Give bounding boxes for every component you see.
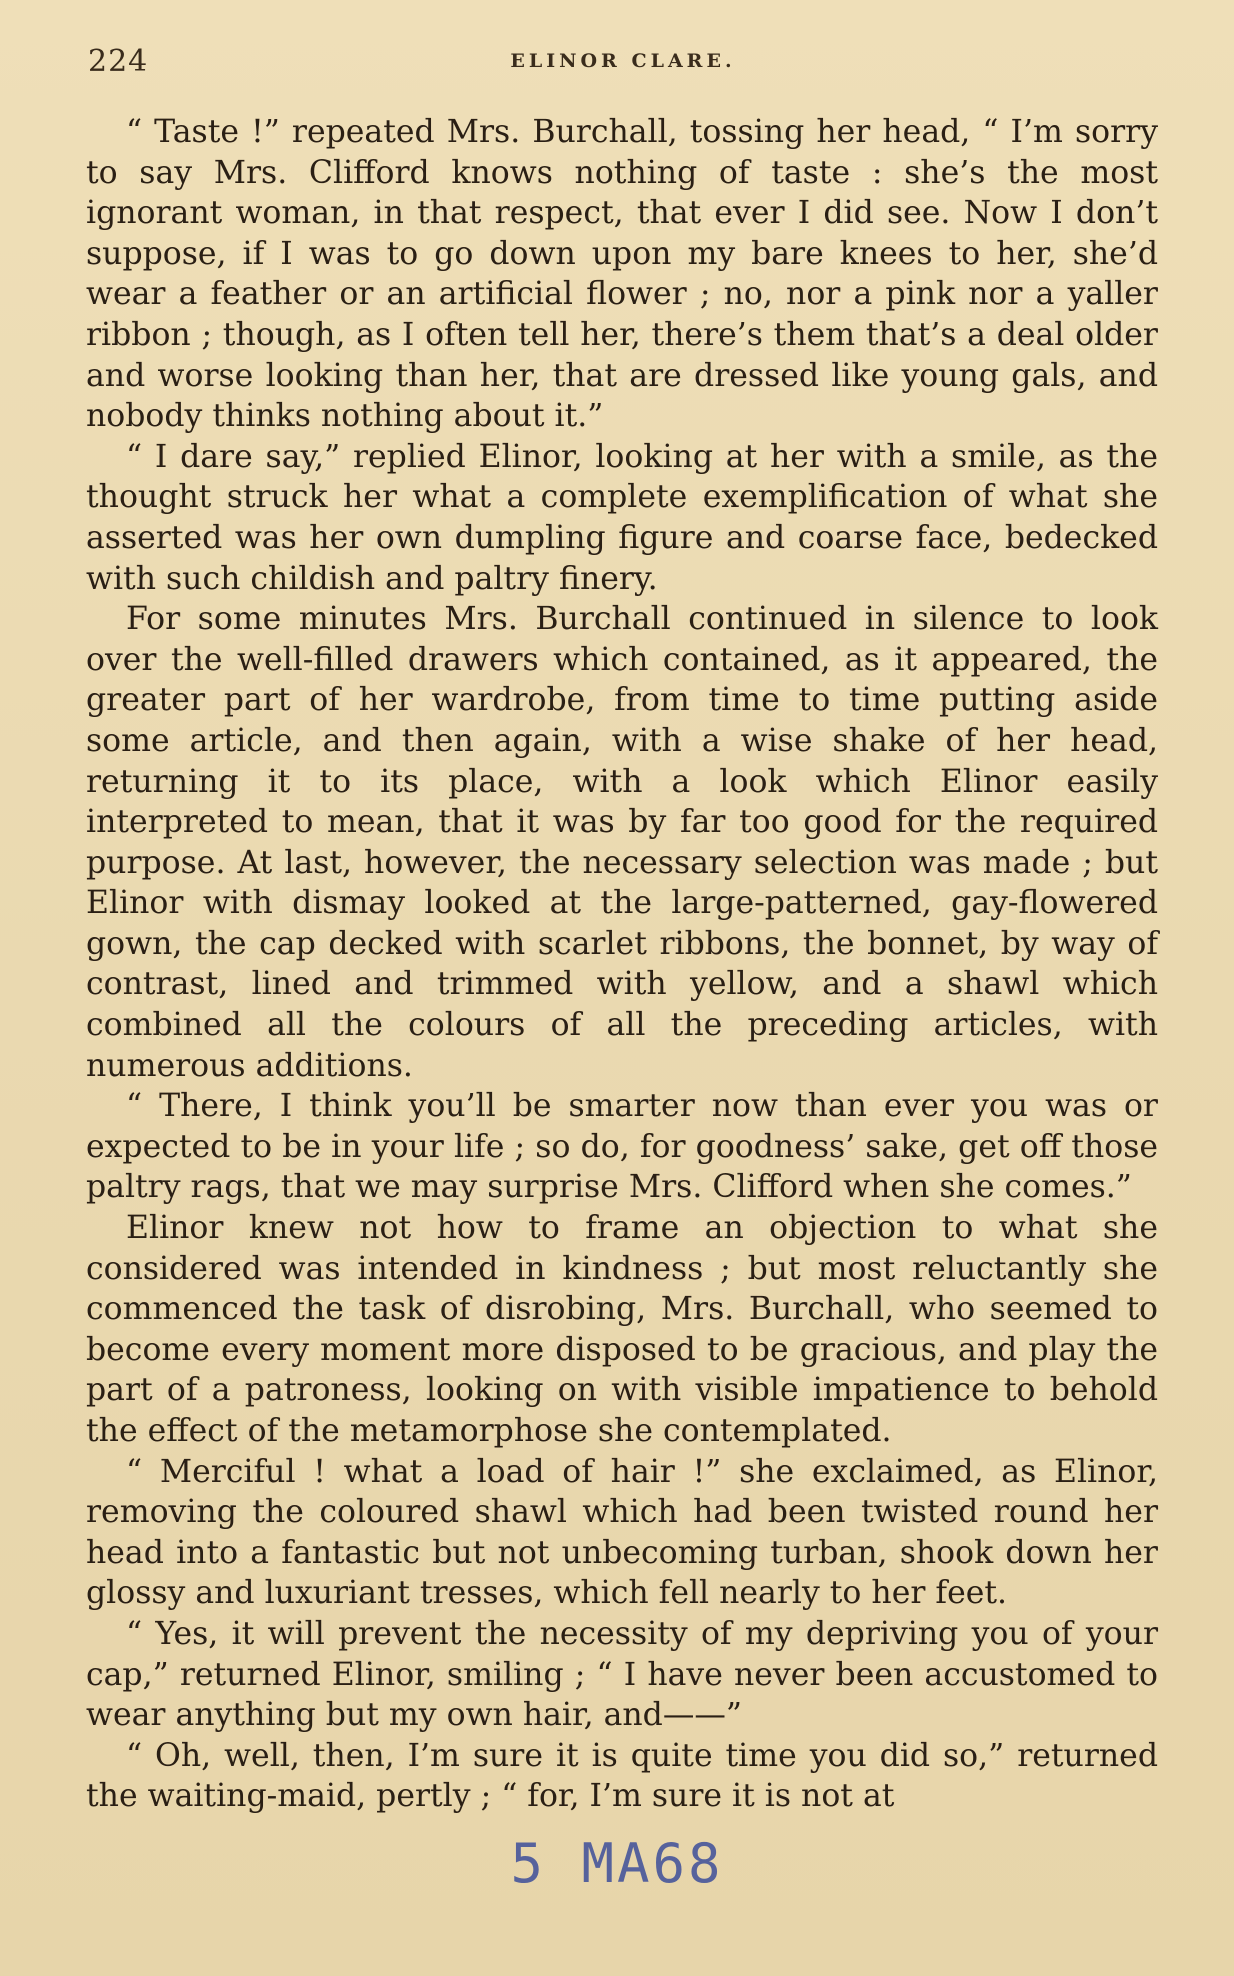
paragraph: “ Oh, well, then, I’m sure it is quite time you did so,” returned the waiting-maid, pertly ; “ for, I’m sure it is not at [86,1737,1158,1815]
body-text [86,112,1158,1817]
paragraph: “ Taste !” repeated Mrs. Burchall, tossing her head, “ I’m sorry to say Mrs. Clifford knows nothing of taste : she’s the most ignorant woman, in that respect, that ever I did see. Now I don’t suppose, if I was to go down upon my bare knees to her, she’d wear a feather or an artificial flower ; no, nor a pink nor a yaller ribbon ; though, as I often tell her, there’s them that’s a deal older and worse looking than her, that are dressed like young gals, and nobody thinks nothing about it.” [86,114,1158,435]
library-date-stamp: 5 MA68 [510,1832,724,1895]
page-number: 224 [88,44,149,79]
paragraph: For some minutes Mrs. Burchall continued in silence to look over the well-filled drawers which contained, as it appeared, the greater part of her wardrobe, from time to time putting aside some article, and then again, with a wise shake of her head, returning it to its place, with a look which Elinor easily interpreted to mean, that it was by far too good for the required purpose. At last, however, the necessary selection was made ; but Elinor with dismay looked at the large-patterned, gay-flowered gown, the cap decked with scarlet ribbons, the bonnet, by way of contrast, lined and trimmed with yellow, and a shawl which combined all the colours of all the preceding articles, with numerous additions. [86,601,1158,1084]
paragraph: “ I dare say,” replied Elinor, looking at her with a smile, as the thought struck her what a complete exemplification of what she asserted was her own dumpling figure and coarse face, bedecked with such childish and paltry finery. [86,438,1158,597]
paragraph: Elinor knew not how to frame an objection to what she considered was intended in kindness ; but most reluctantly she commenced the task of disrobing, Mrs. Burchall, who seemed to become every moment more disposed to be gracious, and play the part of a patroness, looking on with visible impatience to behold the effect of the metamorphose she contemplated. [86,1210,1158,1449]
paragraph: “ Merciful ! what a load of hair !” she exclaimed, as Elinor, removing the coloured shawl which had been twisted round her head into a fantastic but not unbecoming turban, shook down her glossy and luxuriant tresses, which fell nearly to her feet. [86,1453,1158,1612]
page-header [88,44,1158,84]
paragraph: “ There, I think you’ll be smarter now than ever you was or expected to be in your life ; so do, for goodness’ sake, get off those paltry rags, that we may surprise Mrs. Clifford when she comes.” [86,1088,1158,1206]
paragraph: “ Yes, it will prevent the necessity of my depriving you of your cap,” returned Elinor, smiling ; “ I have never been accustomed to wear anything but my own hair, and——” [86,1615,1158,1734]
running-head: ELINOR CLARE. [510,50,736,72]
